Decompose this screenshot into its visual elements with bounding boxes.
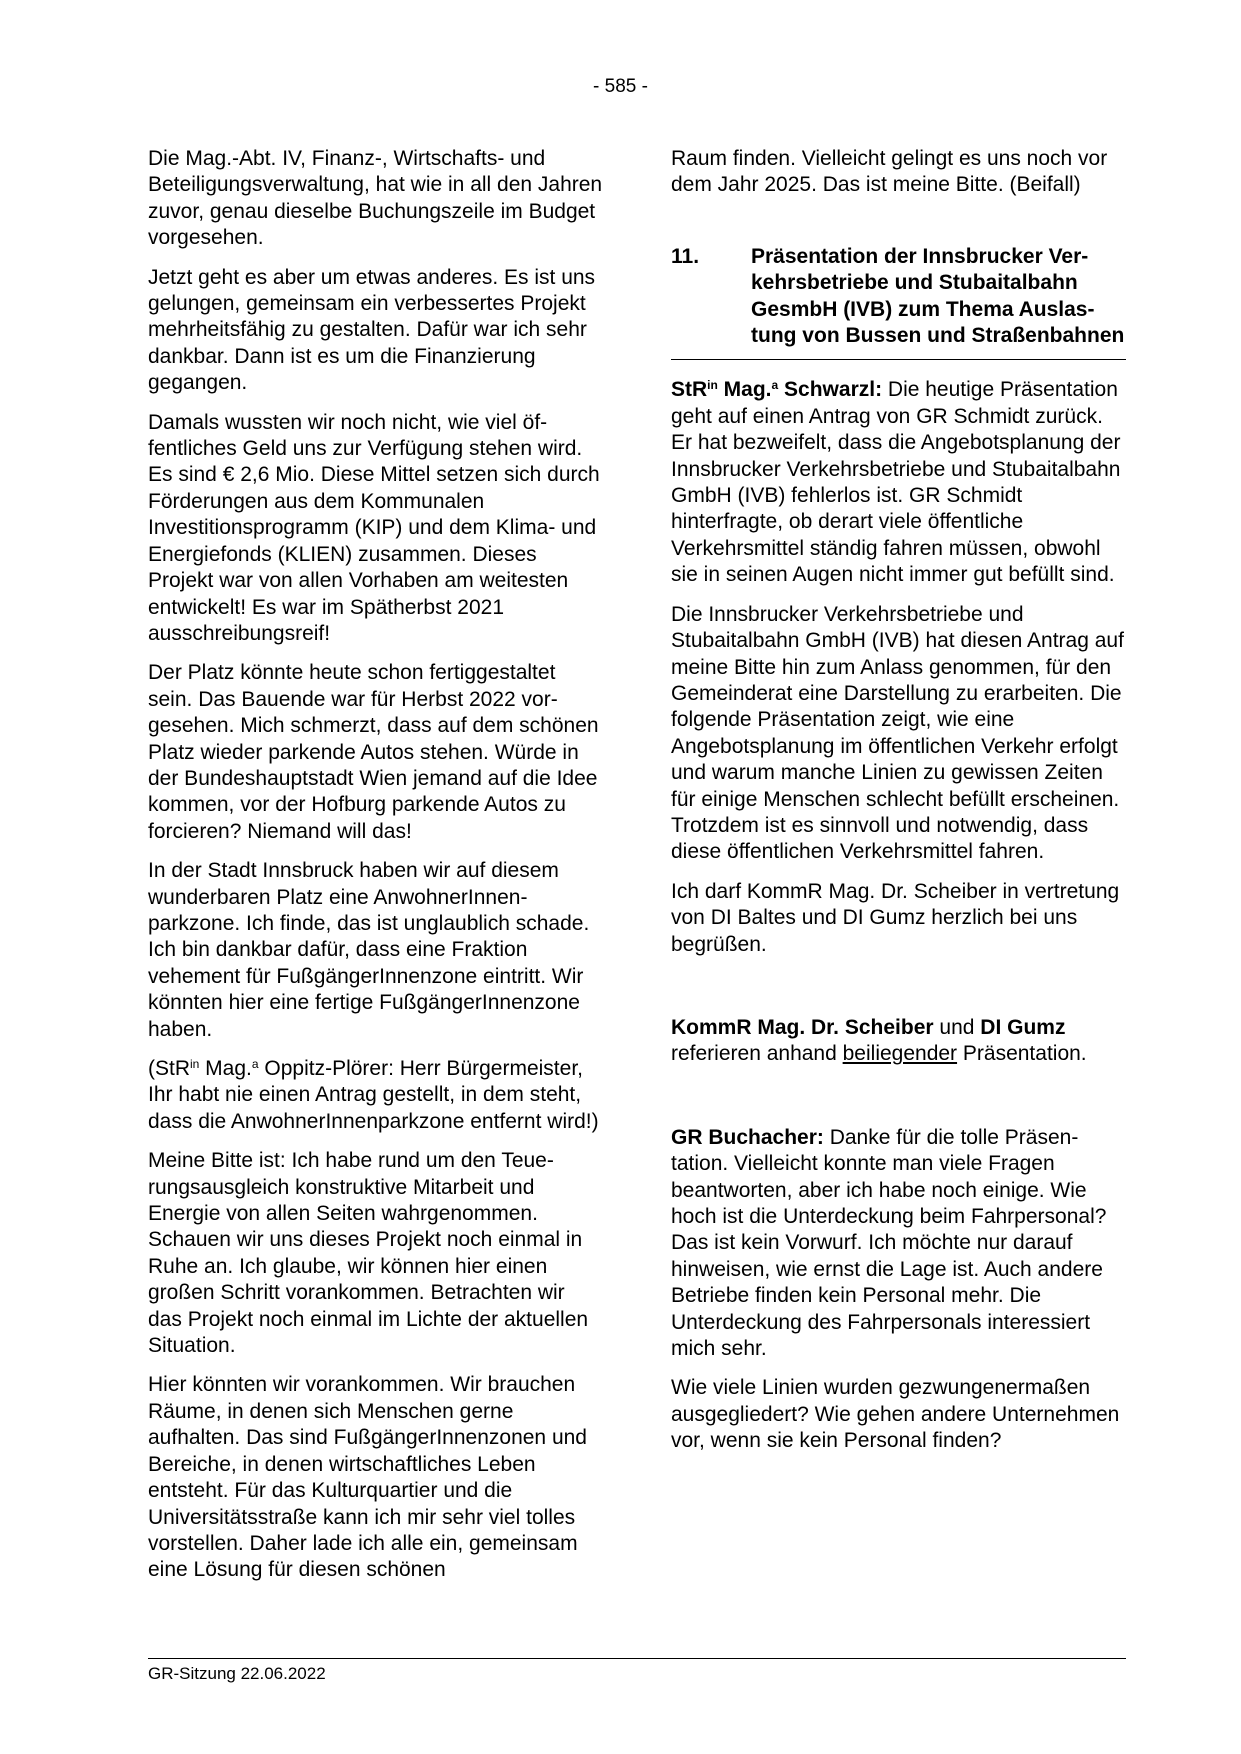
paragraph: Die Innsbrucker Verkehrsbetriebe und Stubaitalbahn GmbH (IVB) hat diesen Antrag auf meine Bitte hin zum Anlass genommen, für den Gemeinderat eine Darstellung zu erarbeiten. Die folgende Präsentation zeigt, wie eine Angebotsplanung im öffentlichen Verkehr erfolgt und warum manche Linien zu gewissen Zeiten für einige Menschen schlecht befüllt erscheinen. Trotzdem ist es sinnvoll und notwendig, dass diese öffentlichen Verkehrsmittel fahren. <box>671 602 1124 864</box>
paragraph: In der Stadt Innsbruck haben wir auf diesem wunderbaren Platz eine AnwohnerInnenparkzone. Ich finde, das ist unglaublich schade. Ich bin dankbar dafür, dass eine Fraktion vehement für FußgängerInnenzone eintritt. Wir könnten hier eine fertige FußgängerInnenzone haben. <box>148 859 590 1041</box>
agenda-heading <box>671 244 1126 350</box>
paragraph: Hier könnten wir vorankommen. Wir brauchen Räume, in denen sich Menschen gerne aufhalten. Das sind FußgängerInnenzonen und Bereiche, in denen wirtschaftliches Leben entsteht. Für das Kulturquartier und die Universitätsstraße kann ich mir sehr viel tolles vorstellen. Daher lade ich alle ein, gemeinsam eine Lösung für diesen schönen <box>148 1373 587 1582</box>
right-column <box>671 146 1126 1468</box>
paragraph: Die Mag.-Abt. IV, Finanz-, Wirtschafts- und Beteiligungsverwaltung, hat wie in all den Jahren zuvor, genau dieselbe Buchungszeile im Budget vorgesehen. <box>148 147 603 250</box>
page-number: - 585 - <box>593 76 648 97</box>
paragraph: Der Platz könnte heute schon fertiggestaltet sein. Das Bauende war für Herbst 2022 vorgesehen. Mich schmerzt, dass auf dem schönen Platz wieder parkende Autos stehen. Würde in der Bundeshauptstadt Wien jemand auf die Idee kommen, vor der Hofburg parkende Autos zu forcieren? Niemand will das! <box>148 661 599 843</box>
paragraph: Meine Bitte ist: Ich habe rund um den Teuerungsausgleich konstruktive Mitarbeit und Energie von allen Seiten wahrgenommen. Schauen wir uns dieses Projekt noch einmal in Ruhe an. Ich glaube, wir können hier einen großen Schritt vorankommen. Betrachten wir das Projekt noch einmal im Lichte der aktuellen Situation. <box>148 1149 589 1358</box>
interjection: (StR$^{in}$ Mag.$^a$ Oppitz-Plörer: Herr Bürgermeister, Ihr habt nie einen Antrag gestellt, in dem steht, dass die AnwohnerInnenparkzone entfernt wird!) <box>148 1057 599 1133</box>
speech-buchacher: GR Buchacher: Danke für die tolle Präsentation. Vielleicht konnte man viele Fragen beantworten, aber ich habe noch einige. Wie hoch ist die Unterdeckung beim Fahrpersonal? Das ist kein Vorwurf. Ich möchte nur darauf hinweisen, wie ernst die Lage ist. Auch andere Betriebe finden kein Personal mehr. Die Unterdeckung des Fahrpersonals interessiert mich sehr. <box>671 1125 1107 1361</box>
agenda-title: Präsentation der Innsbrucker Verkehrsbetriebe und Stubaitalbahn GesmbH (IVB) zum Thema Auslastung von Bussen und Straßenbahnen <box>751 244 1125 348</box>
heading-divider <box>671 359 1126 360</box>
paragraph: Jetzt geht es aber um etwas anderes. Es ist uns gelungen, gemeinsam ein verbessertes Projekt mehrheitsfähig zu gestalten. Dafür war ich sehr dankbar. Dann ist es um die Finanzierung gegangen. <box>148 265 596 395</box>
footer-divider <box>148 1658 1126 1659</box>
presentation-note: KommR Mag. Dr. Scheiber und DI Gumz referieren anhand beiliegender Präsentation. <box>671 1015 1087 1066</box>
paragraph: Raum finden. Vielleicht gelingt es uns noch vor dem Jahr 2025. Das ist meine Bitte. (Beifall) <box>671 147 1108 197</box>
agenda-number: 11. <box>671 244 700 268</box>
paragraph: Damals wussten wir noch nicht, wie viel öffentliches Geld uns zur Verfügung stehen wird. Es sind € 2,6 Mio. Diese Mittel setzen sich durch Förderungen aus dem Kommunalen Investitionsprogramm (KIP) und dem Klima- und Energiefonds (KLIEN) zusammen. Dieses Projekt war von allen Vorhaben am weitesten entwickelt! Es war im Spätherbst 2021 ausschreibungsreif! <box>148 410 600 645</box>
footer: GR-Sitzung 22.06.2022 <box>148 1664 326 1683</box>
paragraph: Wie viele Linien wurden gezwungenermaßen ausgegliedert? Wie gehen andere Unternehmen vor, wenn sie kein Personal finden? <box>671 1376 1120 1453</box>
paragraph: Ich darf KommR Mag. Dr. Scheiber in vertretung von DI Baltes und DI Gumz herzlich bei uns begrüßen. <box>671 879 1120 956</box>
left-column <box>148 146 603 1597</box>
speech-schwarzl: StR$^{in}$ Mag.$^a$ Schwarzl: Die heutige Präsentation geht auf einen Antrag von GR Schmidt zurück. Er hat bezweifelt, dass die Angebotsplanung der Innsbrucker Verkehrsbetriebe und Stubaitalbahn GmbH (IVB) fehlerlos ist. GR Schmidt hinterfragte, ob derart viele öffentliche Verkehrsmittel ständig fahren müssen, obwohl sie in seinen Augen nicht immer gut befüllt sind. <box>671 378 1121 587</box>
